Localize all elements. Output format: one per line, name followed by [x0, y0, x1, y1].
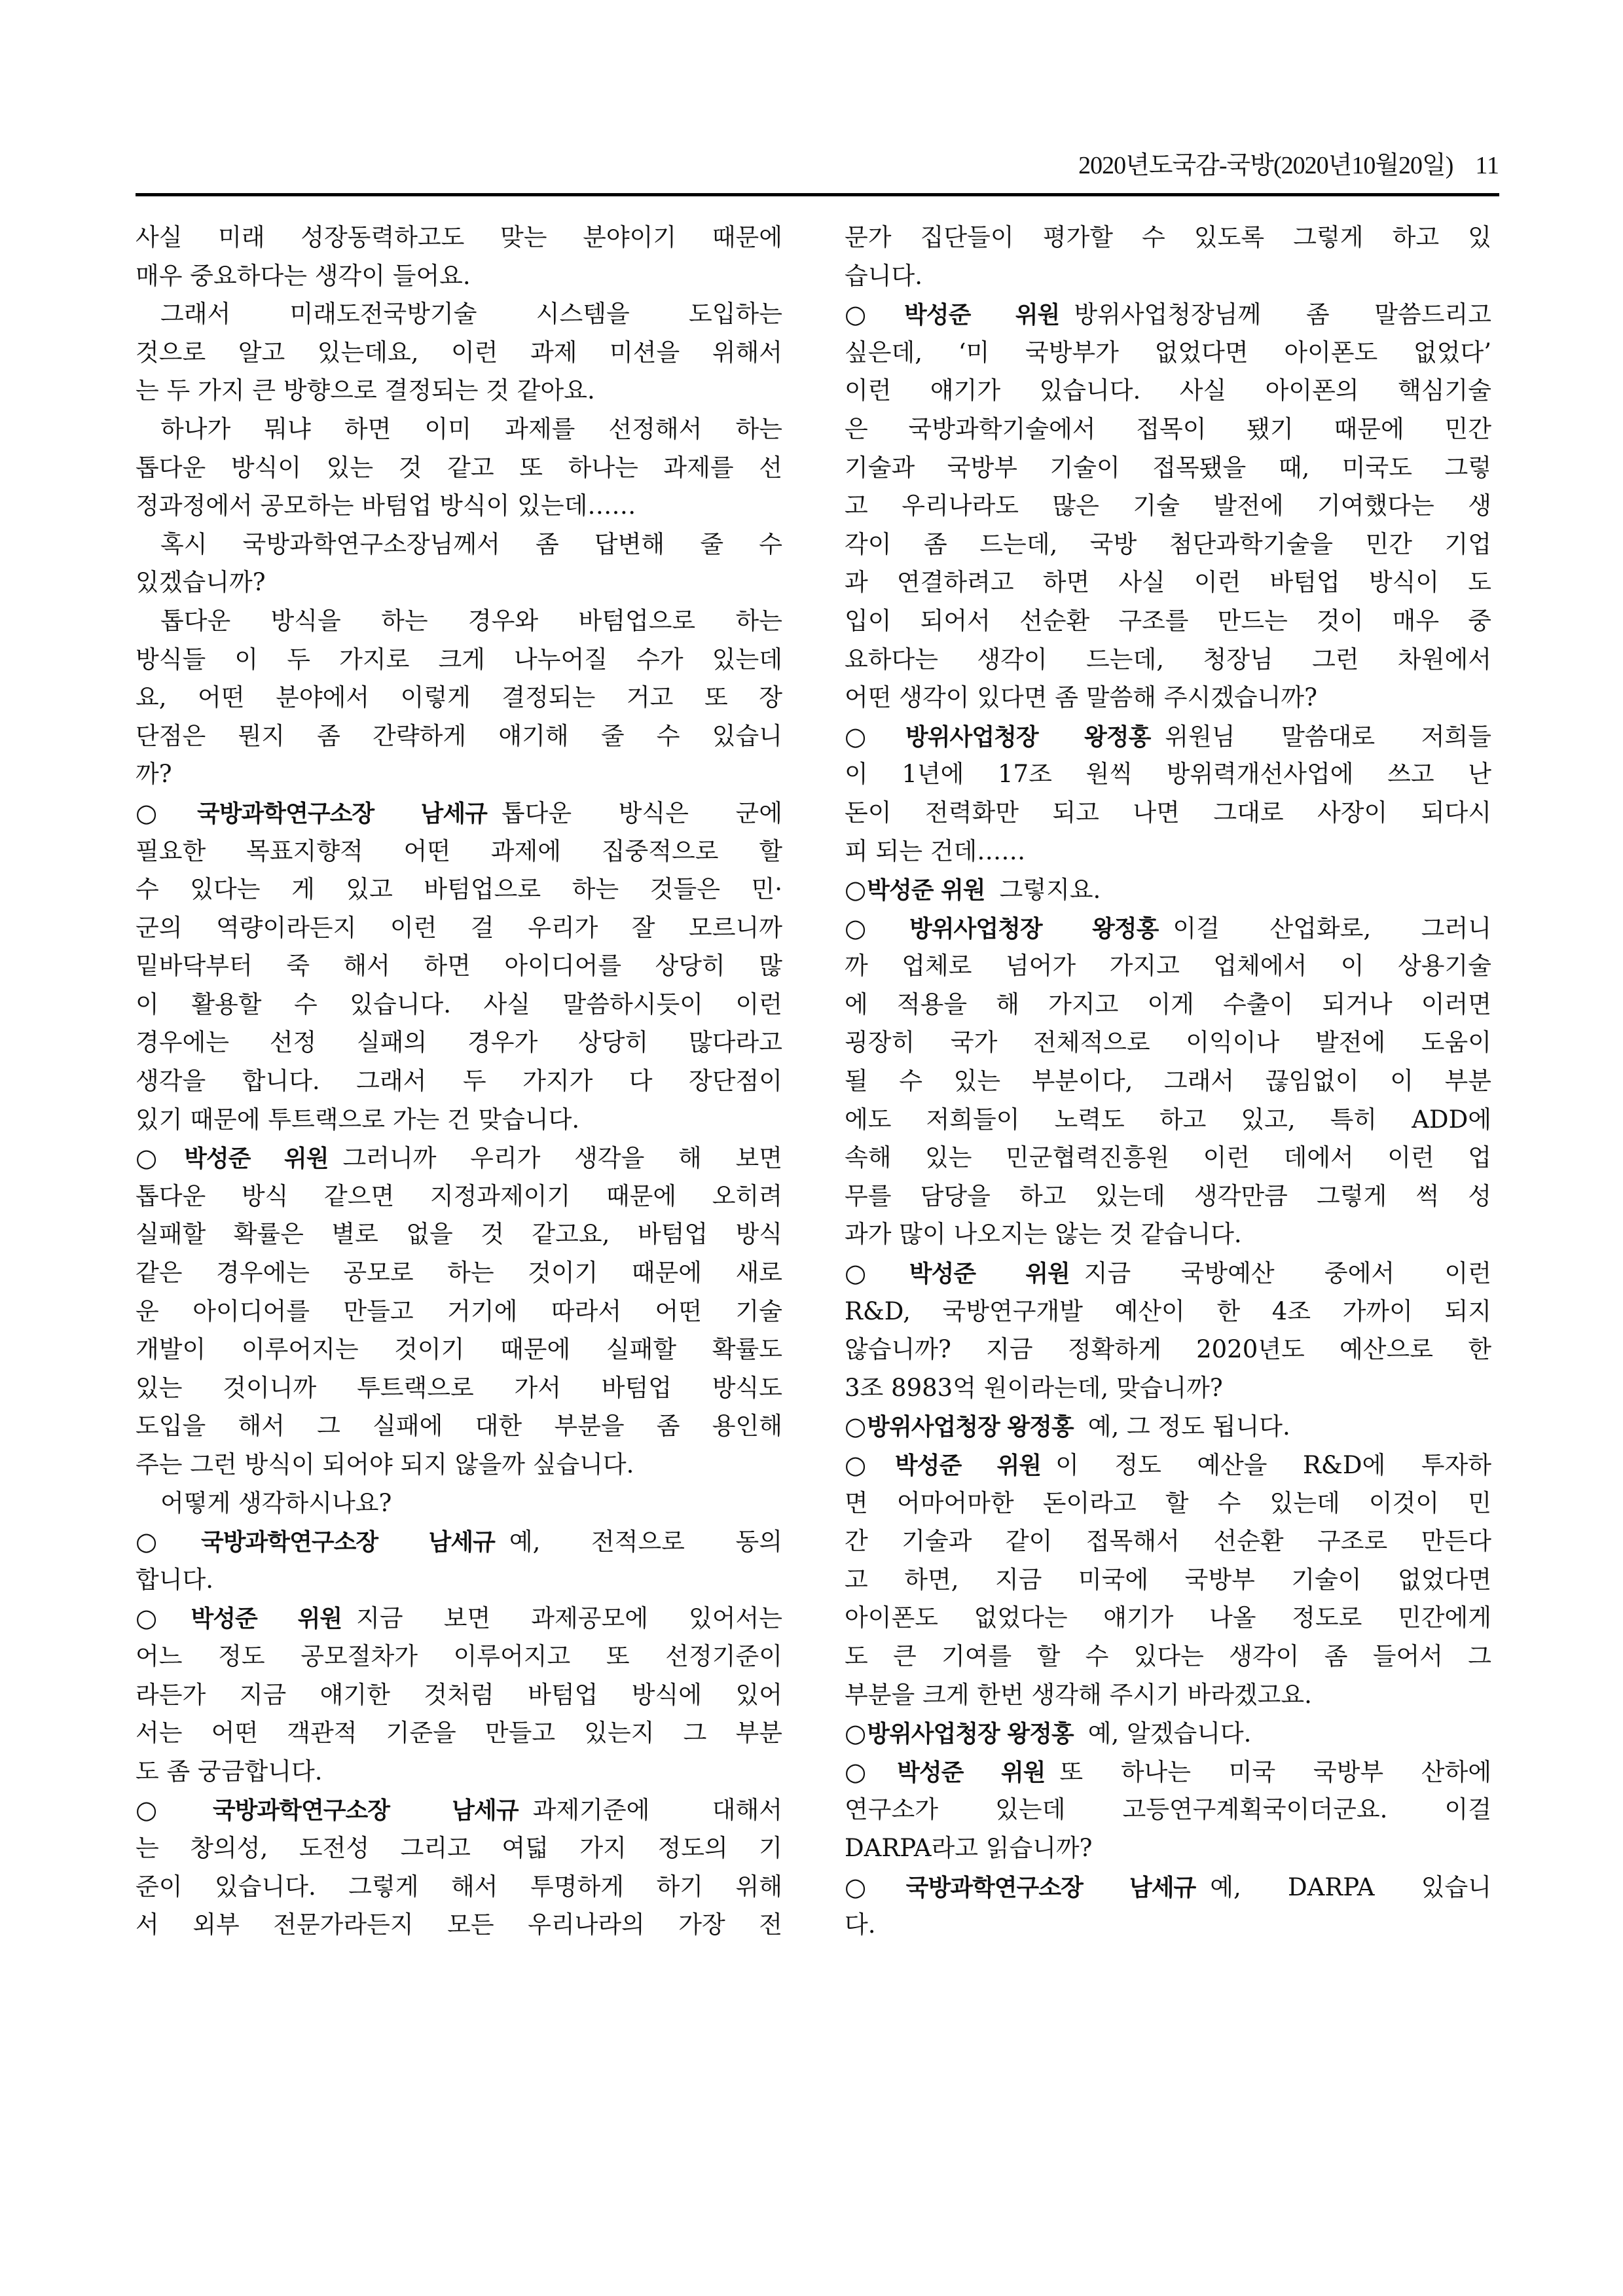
speaker-label: 방위사업청장 왕정홍 [867, 1721, 1074, 1748]
line-text: 에도 저희들이 노력도 하고 있고, 특히 ADD에 [845, 1105, 1491, 1134]
line-text: 이 활용할 수 있습니다. 사실 말씀하시듯이 이런 [136, 990, 782, 1018]
line-text: 수 있다는 게 있고 바텀업으로 하는 것들은 민· [136, 875, 782, 904]
speaker-label: 박성준 위원 [867, 877, 985, 905]
line-text: 같은 경우에는 공모로 하는 것이기 때문에 새로 [136, 1259, 782, 1287]
line-text: 고 하면, 지금 미국에 국방부 기술이 없었다면 [845, 1565, 1491, 1594]
line-text: 문가 집단들이 평가할 수 있도록 그렇게 하고 있 [845, 223, 1491, 251]
left-column [136, 219, 782, 1945]
transcript-line [136, 257, 782, 296]
transcript-line [136, 1714, 782, 1753]
line-text: 다. [845, 1910, 876, 1939]
line-text: 예, 알겠습니다. [1087, 1719, 1252, 1748]
speaker-circle-icon: ○ [845, 1719, 866, 1748]
transcript-line [136, 1062, 782, 1101]
line-text: 싶은데, ‘미 국방부가 없었다면 아이폰도 없었다’ [845, 338, 1491, 367]
speaker-label: 박성준 위원 [894, 1452, 1042, 1479]
line-text: 간 기술과 같이 접목해서 선순환 구조로 만든다 [845, 1527, 1491, 1556]
transcript-line [136, 1293, 782, 1331]
speaker-circle-icon: ○ [845, 1757, 896, 1786]
speaker-line [845, 1868, 1491, 1907]
speaker-name [136, 1605, 342, 1632]
speaker-label: 국방과학연구소장 남세규 [196, 800, 487, 827]
speaker-name [136, 1529, 495, 1556]
speaker-label: 방위사업청장 왕정홍 [905, 723, 1151, 751]
speaker-circle-icon: ○ [845, 1412, 866, 1441]
transcript-line [136, 679, 782, 717]
transcript-line [845, 679, 1491, 717]
line-text: 과가 많이 나오지는 않는 것 같습니다. [845, 1220, 1242, 1249]
transcript-line [845, 372, 1491, 410]
line-text: 까? [136, 760, 172, 789]
transcript-line [845, 1215, 1491, 1254]
line-text: 기술과 국방부 기술이 접목됐을 때, 미국도 그렇 [845, 453, 1491, 482]
speaker-circle-icon: ○ [136, 1527, 200, 1556]
speaker-name [136, 800, 487, 827]
line-text: 에 적용을 해 가지고 이게 수출이 되거나 이러면 [845, 990, 1491, 1018]
transcript-line [136, 449, 782, 488]
line-text: 지금 국방예산 중에서 이런 [1084, 1259, 1491, 1288]
line-text: 도 큰 기여를 할 수 있다는 생각이 좀 들어서 그 [845, 1641, 1491, 1670]
transcript-line [845, 1331, 1491, 1369]
speaker-circle-icon: ○ [845, 721, 904, 751]
transcript-line [845, 1676, 1491, 1715]
speaker-label: 박성준 위원 [909, 1261, 1070, 1288]
transcript-line [845, 1484, 1491, 1523]
line-text: 속해 있는 민군협력진흥원 이런 데에서 이런 업 [845, 1143, 1491, 1172]
transcript-line [136, 410, 782, 449]
transcript-line [845, 1177, 1491, 1216]
line-text: 예, 전적으로 동의 [509, 1528, 782, 1556]
line-text: 라든가 지금 얘기한 것처럼 바텀업 방식에 있어 [136, 1680, 782, 1709]
line-text: 경우에는 선정 실패의 경우가 상당히 많다라고 [136, 1028, 782, 1057]
speaker-label: 국방과학연구소장 남세규 [200, 1529, 495, 1556]
line-text: 그러니까 우리가 생각을 해 보면 [342, 1144, 782, 1173]
line-text: 과제기준에 대해서 [532, 1796, 782, 1825]
transcript-line [136, 1446, 782, 1484]
line-text: 실패할 확률은 별로 없을 것 같고요, 바텀업 방식 [136, 1220, 782, 1249]
transcript-line [845, 1024, 1491, 1062]
transcript-line [136, 602, 782, 641]
speaker-name [136, 1145, 328, 1172]
transcript-line [136, 1484, 782, 1523]
transcript-line [136, 372, 782, 410]
transcript-line [136, 833, 782, 871]
speaker-line [845, 295, 1491, 334]
speaker-circle-icon: ○ [845, 300, 903, 329]
line-text: 또 하나는 미국 국방부 산하에 [1059, 1757, 1491, 1786]
speaker-line [845, 1446, 1491, 1484]
line-text: 습니다. [845, 261, 922, 290]
transcript-line [136, 564, 782, 602]
speaker-line [845, 1254, 1491, 1293]
line-text: 요, 어떤 분야에서 이렇게 결정되는 거고 또 장 [136, 683, 782, 712]
transcript-line [845, 257, 1491, 296]
line-text: 굉장히 국가 전체적으로 이익이나 발전에 도움이 [845, 1028, 1491, 1057]
line-text: 부분을 크게 한번 생각해 주시기 바라겠고요. [845, 1680, 1312, 1709]
transcript-line [136, 909, 782, 948]
speaker-label: 국방과학연구소장 남세규 [212, 1797, 519, 1825]
transcript-line [136, 1829, 782, 1868]
line-text: 예, 그 정도 됩니다. [1087, 1412, 1290, 1441]
speaker-line [136, 1599, 782, 1638]
header-rule [136, 193, 1499, 196]
line-text: 어느 정도 공모절차가 이루어지고 또 선정기준이 [136, 1641, 782, 1670]
line-text: 단점은 뭔지 좀 간략하게 얘기해 줄 수 있습니 [136, 721, 782, 750]
speaker-circle-icon: ○ [845, 1872, 905, 1901]
page-header [136, 149, 1499, 182]
transcript-line [845, 1829, 1491, 1868]
speaker-label: 박성준 위원 [184, 1145, 329, 1173]
speaker-name [845, 721, 1151, 751]
transcript-line [845, 334, 1491, 372]
line-text: 도 좀 궁금합니다. [136, 1757, 323, 1785]
transcript-line [136, 1638, 782, 1676]
transcript-line [845, 564, 1491, 602]
speaker-circle-icon: ○ [845, 913, 908, 942]
line-text: 될 수 있는 부분이다, 그래서 끊임없이 이 부분 [845, 1067, 1491, 1096]
line-text: 방식들 이 두 가지로 크게 나누어질 수가 있는데 [136, 645, 782, 673]
line-text: 무를 담당을 하고 있는데 생각만큼 그렇게 썩 성 [845, 1181, 1491, 1210]
transcript-line [136, 1906, 782, 1945]
line-text: 이 1년에 17조 원씩 방위력개선사업에 쓰고 난 [845, 760, 1491, 789]
line-text: 까 업체로 넘어가 가지고 업체에서 이 상용기술 [845, 952, 1491, 980]
speaker-label: 박성준 위원 [897, 1759, 1046, 1786]
transcript-line [845, 1906, 1491, 1945]
line-text: 밑바닥부터 죽 해서 하면 아이디어를 상당히 많 [136, 952, 782, 980]
line-text: 있기 때문에 투트랙으로 가는 건 맞습니다. [136, 1105, 580, 1134]
speaker-label: 방위사업청장 왕정홍 [909, 915, 1159, 942]
speaker-line [845, 909, 1491, 948]
transcript-line [845, 755, 1491, 794]
transcript-line [136, 1561, 782, 1600]
line-text: 운 아이디어를 만들고 거기에 따라서 어떤 기술 [136, 1297, 782, 1325]
line-text: 매우 중요하다는 생각이 들어요. [136, 261, 471, 290]
line-text: 어떤 생각이 있다면 좀 말씀해 주시겠습니까? [845, 683, 1317, 712]
transcript-line [136, 717, 782, 756]
line-text: 어떻게 생각하시나요? [160, 1488, 392, 1517]
speaker-name [845, 1874, 1195, 1901]
transcript-line [845, 1599, 1491, 1638]
speaker-line [845, 1753, 1491, 1791]
line-text: 있는 것이니까 투트랙으로 가서 바텀업 방식도 [136, 1373, 782, 1402]
line-text: 합니다. [136, 1565, 213, 1594]
transcript-line [845, 947, 1491, 986]
line-text: 아이폰도 없었다는 얘기가 나올 정도로 민간에게 [845, 1604, 1491, 1632]
line-text: 도입을 해서 그 실패에 대한 부분을 좀 용인해 [136, 1412, 782, 1441]
line-text: 지금 보면 과제공모에 있어서는 [356, 1604, 782, 1633]
transcript-line [845, 1101, 1491, 1139]
speaker-name [845, 913, 1159, 942]
transcript-line [136, 1369, 782, 1408]
line-text: 이걸 산업화로, 그러니 [1173, 914, 1491, 942]
speaker-circle-icon: ○ [136, 1795, 211, 1825]
transcript-line [845, 1369, 1491, 1408]
line-text: 고 우리나라도 많은 기술 발전에 기여했다는 생 [845, 492, 1491, 520]
line-text: 톱다운 방식은 군에 [501, 798, 782, 827]
line-text: 군의 역량이라든지 이런 걸 우리가 잘 모르니까 [136, 913, 782, 942]
transcript-line [136, 295, 782, 334]
line-text: 이런 얘기가 있습니다. 사실 아이폰의 핵심기술 [845, 376, 1491, 405]
speaker-circle-icon: ○ [845, 1259, 908, 1288]
transcript-line [845, 1062, 1491, 1101]
line-text: 은 국방과학기술에서 접목이 됐기 때문에 민간 [845, 414, 1491, 443]
transcript-line [845, 526, 1491, 564]
line-text: 서 외부 전문가라든지 모든 우리나라의 가장 전 [136, 1910, 782, 1939]
transcript-line [845, 1139, 1491, 1177]
speaker-name [845, 1261, 1070, 1287]
transcript-line [136, 1177, 782, 1216]
page-number: 11 [1475, 152, 1499, 179]
line-text: 면 어마어마한 돈이라고 할 수 있는데 이것이 민 [845, 1488, 1491, 1517]
line-text: 톱다운 방식 같으면 지정과제이기 때문에 오히려 [136, 1181, 782, 1210]
line-text: 필요한 목표지향적 어떤 과제에 집중적으로 할 [136, 836, 782, 865]
transcript-line [845, 487, 1491, 526]
transcript-line [136, 334, 782, 372]
line-text: 준이 있습니다. 그렇게 해서 투명하게 하기 위해 [136, 1872, 782, 1901]
speaker-line [845, 1714, 1491, 1753]
transcript-line [845, 1638, 1491, 1676]
line-text: DARPA라고 읽습니까? [845, 1833, 1093, 1862]
line-text: 그렇지요. [999, 876, 1101, 905]
line-text: 톱다운 방식을 하는 경우와 바텀업으로 하는 [160, 606, 782, 635]
speaker-circle-icon: ○ [845, 875, 866, 905]
transcript-line [136, 1407, 782, 1446]
speaker-circle-icon: ○ [136, 1604, 190, 1633]
line-text: 연구소가 있는데 고등연구계획국이더군요. 이걸 [845, 1795, 1491, 1824]
speaker-label: 박성준 위원 [904, 302, 1060, 329]
line-text: 입이 되어서 선순환 구조를 만드는 것이 매우 중 [845, 606, 1491, 635]
line-text: 피 되는 건데…… [845, 836, 1026, 865]
transcript-line [845, 602, 1491, 641]
transcript-line [845, 1522, 1491, 1561]
line-text: 3조 8983억 원이라는데, 맞습니까? [845, 1373, 1223, 1402]
line-text: 생각을 합니다. 그래서 두 가지가 다 장단점이 [136, 1067, 782, 1096]
line-text: 이 정도 예산을 R&D에 투자하 [1055, 1451, 1491, 1479]
line-text: 개발이 이루어지는 것이기 때문에 실패할 확률도 [136, 1335, 782, 1364]
transcript-line [136, 641, 782, 679]
transcript-line [136, 1753, 782, 1791]
line-text: 예, DARPA 있습니 [1210, 1873, 1491, 1901]
speaker-line [845, 870, 1491, 909]
speaker-line [136, 1522, 782, 1561]
transcript-line [136, 986, 782, 1024]
speaker-name [845, 302, 1059, 329]
transcript-line [136, 1101, 782, 1139]
transcript-line [136, 526, 782, 564]
transcript-line [845, 794, 1491, 833]
transcript-line [845, 1791, 1491, 1829]
line-text: 서는 어떤 객관적 기준을 만들고 있는지 그 부분 [136, 1719, 782, 1748]
line-text: 각이 좀 드는데, 국방 첨단과학기술을 민간 기업 [845, 529, 1491, 558]
transcript-line [845, 641, 1491, 679]
speaker-circle-icon: ○ [136, 798, 196, 827]
line-text: 요하다는 생각이 드는데, 청장님 그런 차원에서 [845, 645, 1491, 673]
line-text: 않습니까? 지금 정확하게 2020년도 예산으로 한 [845, 1335, 1491, 1364]
line-text: 위원님 말씀대로 저희들 [1165, 722, 1491, 751]
line-text: 있겠습니까? [136, 568, 266, 597]
header-title: 2020년도국감-국방(2020년10월20일) [1078, 152, 1453, 179]
speaker-line [136, 1139, 782, 1177]
speaker-label: 국방과학연구소장 남세규 [905, 1874, 1196, 1901]
transcript-line [845, 410, 1491, 449]
transcript-line [136, 755, 782, 794]
transcript-line [136, 1024, 782, 1062]
line-text: 하나가 뭐냐 하면 이미 과제를 선정해서 하는 [160, 414, 782, 443]
line-text: 과 연결하려고 하면 사실 이런 바텀업 방식이 도 [845, 568, 1491, 597]
transcript-line [845, 1293, 1491, 1331]
transcript-line [136, 947, 782, 986]
line-text: 는 두 가지 큰 방향으로 결정되는 것 같아요. [136, 376, 595, 405]
speaker-label: 방위사업청장 왕정홍 [867, 1414, 1074, 1441]
speaker-line [136, 794, 782, 833]
transcript-line [136, 219, 782, 257]
transcript-line [136, 1215, 782, 1254]
transcript-line [136, 1676, 782, 1715]
line-text: R&D, 국방연구개발 예산이 한 4조 가까이 되지 [845, 1297, 1491, 1325]
speaker-circle-icon: ○ [136, 1143, 183, 1173]
speaker-name [845, 1721, 1074, 1748]
line-text: 사실 미래 성장동력하고도 맞는 분야이기 때문에 [136, 223, 782, 251]
transcript-line [845, 449, 1491, 488]
transcript-line [136, 487, 782, 526]
speaker-line [136, 1791, 782, 1829]
line-text: 톱다운 방식이 있는 것 같고 또 하나는 과제를 선 [136, 453, 782, 482]
right-column [845, 219, 1491, 1945]
line-text: 주는 그런 방식이 되어야 되지 않을까 싶습니다. [136, 1450, 634, 1479]
transcript-line [845, 219, 1491, 257]
transcript-line [845, 833, 1491, 871]
line-text: 혹시 국방과학연구소장님께서 좀 답변해 줄 수 [160, 529, 782, 558]
speaker-line [845, 1407, 1491, 1446]
transcript-line [136, 870, 782, 909]
speaker-circle-icon: ○ [845, 1450, 894, 1479]
transcript-line [845, 986, 1491, 1024]
line-text: 돈이 전력화만 되고 나면 그대로 사장이 되다시 [845, 798, 1491, 827]
transcript-line [136, 1254, 782, 1293]
transcript-line [136, 1868, 782, 1907]
speaker-name [845, 1759, 1045, 1786]
line-text: 방위사업청장님께 좀 말씀드리고 [1074, 300, 1491, 329]
speaker-line [845, 717, 1491, 756]
speaker-name [136, 1797, 519, 1824]
speaker-name [845, 877, 985, 904]
transcript-line [136, 1331, 782, 1369]
line-text: 는 창의성, 도전성 그리고 여덟 가지 정도의 기 [136, 1833, 782, 1862]
speaker-name [845, 1452, 1041, 1479]
speaker-label: 박성준 위원 [191, 1605, 342, 1633]
transcript-line [845, 1561, 1491, 1600]
speaker-name [845, 1414, 1074, 1441]
line-text: 것으로 알고 있는데요, 이런 과제 미션을 위해서 [136, 338, 782, 367]
line-text: 정과정에서 공모하는 바텀업 방식이 있는데…… [136, 492, 636, 520]
line-text: 그래서 미래도전국방기술 시스템을 도입하는 [160, 300, 782, 329]
